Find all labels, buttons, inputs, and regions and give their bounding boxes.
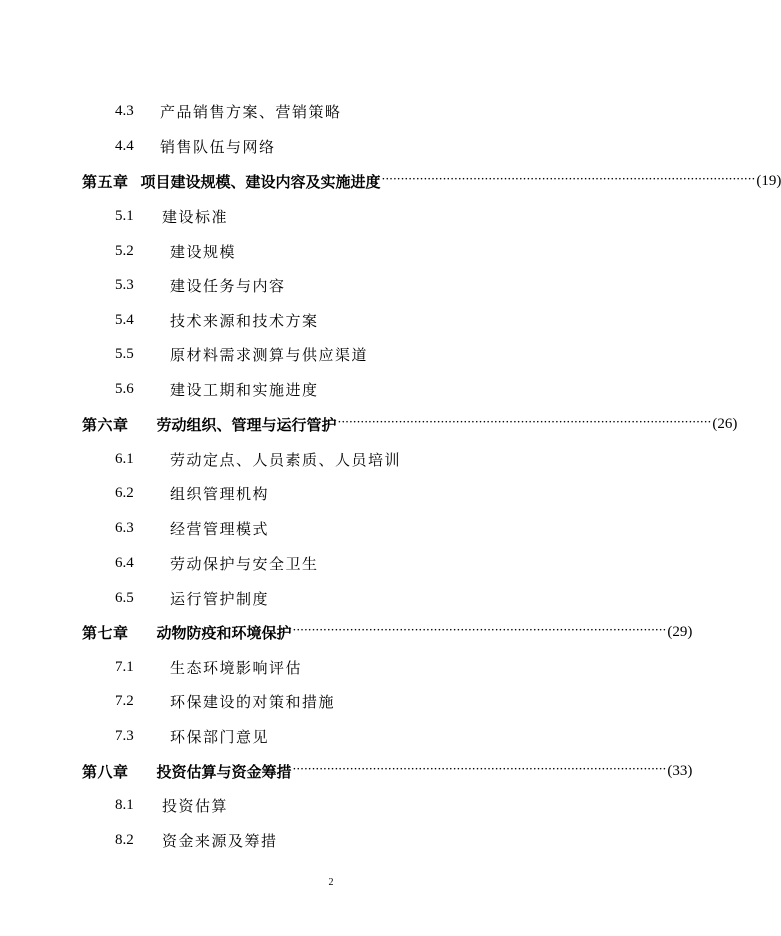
toc-entry-title: 建设任务与内容 (170, 276, 286, 295)
toc-entry-number: 8.2 (115, 831, 134, 848)
toc-entry-number: 5.4 (115, 311, 134, 328)
toc-entry-number: 4.4 (115, 137, 134, 154)
toc-entry-title: 建设工期和实施进度 (170, 380, 319, 399)
chapter-page: (19) (756, 172, 781, 189)
dot-leader: ·································································································· (292, 762, 667, 776)
toc-entry-title: 劳动保护与安全卫生 (170, 554, 319, 573)
chapter-label: 第六章 (82, 415, 129, 434)
toc-entry-number: 5.2 (115, 242, 134, 259)
toc-chapter (82, 169, 781, 193)
toc-entry-title: 建设规模 (170, 242, 237, 261)
chapter-label: 第八章 (82, 762, 129, 781)
chapter-title: 投资估算与资金筹措 (156, 762, 292, 781)
toc-entry-number: 4.3 (115, 102, 134, 119)
toc-entry-number: 5.6 (115, 380, 134, 397)
toc-entry-number: 8.1 (115, 796, 134, 813)
toc-entry-number: 5.5 (115, 345, 134, 362)
chapter-title: 动物防疫和环境保护 (156, 623, 292, 642)
toc-entry-title: 技术来源和技术方案 (170, 311, 319, 330)
toc-entry-title: 产品销售方案、营销策略 (160, 102, 342, 121)
chapter-page: (33) (667, 762, 693, 779)
toc-entry-title: 运行管护制度 (170, 589, 270, 608)
toc-entry-number: 6.4 (115, 554, 134, 571)
toc-entry-title: 销售队伍与网络 (160, 137, 276, 156)
dot-leader: ·································································································· (381, 172, 756, 186)
toc-entry-number: 6.1 (115, 450, 134, 467)
toc-entry-title: 经营管理模式 (170, 519, 270, 538)
chapter-label: 第五章 (82, 172, 129, 191)
toc-entry-title: 生态环境影响评估 (170, 658, 303, 677)
toc-entry-title: 环保建设的对策和措施 (170, 692, 336, 711)
page-number: 2 (328, 877, 334, 888)
toc-entry-number: 7.1 (115, 658, 134, 675)
dot-leader: ·································································································· (292, 623, 667, 637)
toc-entry-number: 5.3 (115, 276, 134, 293)
toc-chapter (82, 412, 738, 436)
toc-entry-title: 组织管理机构 (170, 484, 270, 503)
toc-entry-number: 6.3 (115, 519, 134, 536)
toc-entry-title: 建设标准 (162, 207, 229, 226)
toc-entry-title: 劳动定点、人员素质、人员培训 (170, 450, 402, 469)
toc-entry-number: 6.5 (115, 589, 134, 606)
toc-entry-title: 投资估算 (162, 796, 229, 815)
chapter-title: 劳动组织、管理与运行管护 (156, 415, 337, 434)
toc-entry-number: 6.2 (115, 484, 134, 501)
toc-chapter (82, 620, 693, 644)
toc-entry-number: 7.3 (115, 727, 134, 744)
toc-entry-title: 原材料需求测算与供应渠道 (170, 345, 369, 364)
toc-entry-title: 资金来源及筹措 (162, 831, 278, 850)
toc-entry-title: 环保部门意见 (170, 727, 270, 746)
chapter-page: (29) (667, 623, 693, 640)
chapter-label: 第七章 (82, 623, 129, 642)
chapter-page: (26) (712, 415, 738, 432)
chapter-title: 项目建设规模、建设内容及实施进度 (140, 172, 381, 191)
toc-entry-number: 5.1 (115, 207, 134, 224)
toc-chapter (82, 759, 693, 783)
dot-leader: ·································································································· (337, 415, 712, 429)
toc-entry-number: 7.2 (115, 692, 134, 709)
